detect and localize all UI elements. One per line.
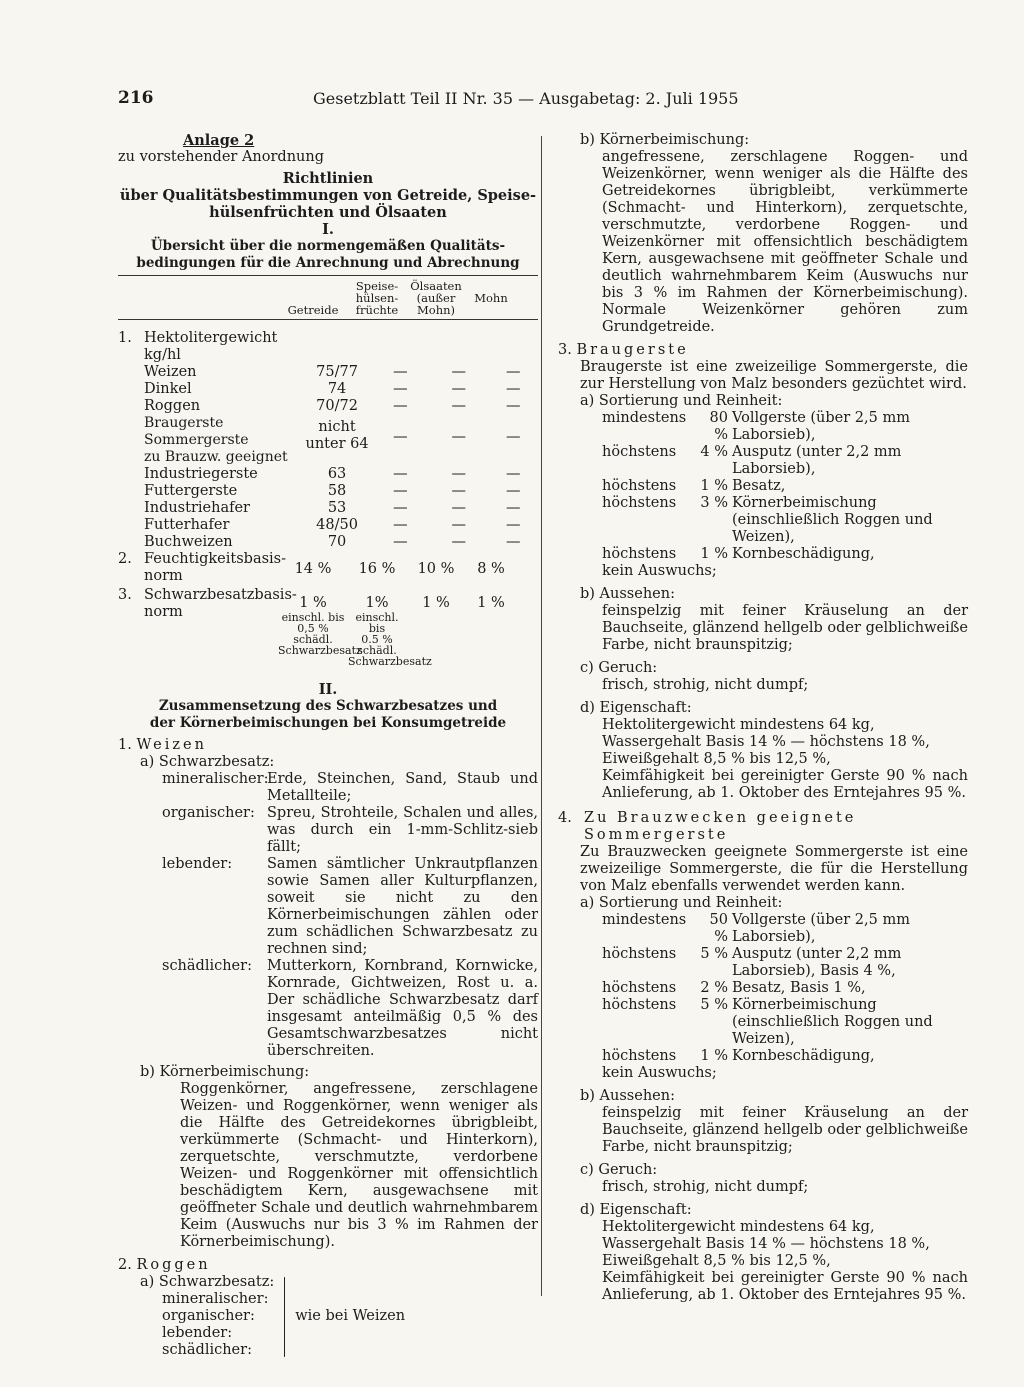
braugerste-heading — [558, 342, 968, 359]
cell-value: 70 — [327, 534, 347, 550]
cell-value: unter 64 — [305, 436, 369, 452]
table-row — [118, 517, 538, 534]
quality-bound: höchstens — [602, 946, 677, 962]
list-item: schädlicher: — [162, 1342, 252, 1358]
cell-value: 14 % — [294, 561, 332, 577]
cell-value: — — [393, 534, 408, 550]
roggen-block — [118, 1274, 538, 1359]
cell-value: — — [451, 364, 467, 380]
cell-value: — — [451, 483, 467, 499]
cell-value: — — [451, 398, 467, 414]
cell-note: einschl. bis — [281, 611, 345, 624]
cell-value: — — [506, 534, 521, 550]
quality-percent: 5 % — [700, 946, 728, 962]
quality-percent: 80 % — [709, 410, 728, 443]
subitem-heading: a) Sortierung und Reinheit: — [580, 393, 783, 409]
doc-title: Richtlinien — [282, 170, 374, 187]
quality-text: Kornbeschädigung, — [732, 546, 875, 562]
item-title: Zu Brauzwecken geeignete Sommergerste — [584, 810, 857, 843]
list-item: organischer: — [162, 1308, 255, 1324]
quality-item — [602, 980, 968, 997]
quality-bound: mindestens — [602, 410, 687, 426]
section-title-line2: bedingungen für die Anrechnung und Abrechnung — [136, 255, 520, 271]
cell-value: — — [451, 517, 467, 533]
anlage-subtitle: zu vorstehender Anordnung — [118, 149, 325, 165]
cell-value: — — [451, 381, 467, 397]
section-title-line2: der Körnerbeimischungen bei Konsumgetreide — [149, 715, 507, 731]
definition-text: Mutterkorn, Kornbrand, Kornwicke, Kornrade, Gichtweizen, Rost u. a. Der schädliche Schwarzbesatz darf insgesamt anteilmäßig 0,5 % des Gesamtschwarzbesatzes nicht überschreiten. — [267, 958, 538, 1059]
quality-percent: 1 % — [700, 478, 728, 494]
line: Wassergehalt Basis 14 % — höchstens 18 %, — [602, 1236, 930, 1252]
quality-bound: höchstens — [602, 546, 677, 562]
cell-value: — — [506, 500, 521, 516]
definition-item — [162, 958, 538, 1060]
section-title: Übersicht über die normengemäßen Qualitäts- — [150, 238, 506, 254]
cell-value: — — [451, 429, 467, 445]
cell-note: einschl. bis — [355, 611, 399, 635]
col-speise: Speise- hülsen- früchte — [355, 279, 399, 317]
line: Wassergehalt Basis 14 % — höchstens 18 %, — [602, 734, 930, 750]
quality-item — [602, 495, 968, 546]
cell-value: — — [506, 483, 521, 499]
anlage-heading: Anlage 2 — [183, 132, 255, 149]
row-label: Futtergerste — [144, 483, 238, 499]
quality-text: Körnerbeimischung (einschließlich Roggen und Weizen), — [732, 997, 933, 1047]
col-mohn: Mohn — [474, 291, 508, 305]
quality-text: Ausputz (unter 2,2 mm Laborsieb), Basis 4 %, — [732, 946, 902, 979]
quality-bound: höchstens — [602, 980, 677, 996]
definition-text: Spreu, Strohteile, Schalen und alles, was durch ein 1-mm-Schlitz-sieb fällt; — [267, 805, 538, 855]
definition-item — [162, 856, 538, 958]
quality-text: Körnerbeimischung (einschließlich Roggen und Weizen), — [732, 495, 933, 545]
cell-note: 0,5 % schädl. — [293, 622, 333, 646]
paragraph: Braugerste ist eine zweizeilige Sommergerste, die zur Herstellung von Malz besonders gezüchtet wird. — [580, 359, 968, 392]
definition-term: organischer: — [162, 805, 255, 821]
cell-note: 0.5 % schädl. — [357, 633, 397, 657]
row-label: Weizen — [144, 364, 197, 380]
quality-text: Ausputz (unter 2,2 mm Laborsieb), — [732, 444, 902, 477]
definition-item — [162, 805, 538, 856]
table-top-rule — [118, 275, 538, 276]
subitem-heading: b) Aussehen: — [580, 1088, 675, 1104]
cell-value: — — [506, 364, 521, 380]
quality-bound: höchstens — [602, 1048, 677, 1064]
cell-value: nicht — [318, 419, 356, 435]
running-head: Gesetzblatt Teil II Nr. 35 — Ausgabetag: 2. Juli 1955 — [313, 89, 739, 108]
cell-note: Schwarzbesatz — [278, 644, 362, 657]
quality-percent: 5 % — [700, 997, 728, 1013]
row-label: Hektolitergewicht — [144, 330, 278, 346]
paragraph: feinspelzig mit feiner Kräuselung an der Bauchseite, glänzend hellgelb oder gelblichweiße Farbe, nicht braunspitzig; — [602, 1105, 968, 1155]
quality-percent: 2 % — [700, 980, 728, 996]
cell-value: — — [451, 534, 467, 550]
table-row — [118, 466, 538, 483]
quality-percent: 50 % — [709, 912, 728, 945]
row-unit: kg/hl — [144, 347, 181, 363]
cell-value: 16 % — [358, 561, 396, 577]
quality-list — [558, 912, 968, 1065]
table-row — [118, 364, 538, 381]
roggen-list — [140, 1291, 274, 1359]
definition-text: Erde, Steinchen, Sand, Staub und Metallteile; — [267, 771, 538, 804]
quality-percent: 1 % — [700, 546, 728, 562]
cell-value: 70/72 — [316, 398, 358, 414]
cell-value: — — [393, 429, 408, 445]
row-number: 2. — [118, 551, 132, 567]
table-row — [118, 534, 538, 551]
subitem-heading: c) Geruch: — [580, 1162, 658, 1178]
row-label: Sommergerste — [144, 432, 249, 448]
line: Eiweißgehalt 8,5 % bis 12,5 %, — [602, 1253, 831, 1269]
cell-value: — — [393, 398, 408, 414]
quality-item — [602, 546, 968, 563]
quality-item — [602, 478, 968, 495]
table-row — [118, 330, 538, 347]
cell-value: 74 — [327, 381, 347, 397]
quality-text: Vollgerste (über 2,5 mm Laborsieb), — [732, 410, 910, 443]
line: Keimfähigkeit bei gereinigter Gerste 90 % nach Anlieferung, ab 1. Oktober des Erntejahres 95 %. — [602, 1270, 968, 1303]
table-rows-grain — [118, 364, 538, 415]
row-number: 3. — [118, 587, 132, 603]
definition-text: Samen sämtlicher Unkrautpflanzen sowie Samen aller Kulturpflanzen, soweit sie nicht zu den Körnerbeimischungen zählen oder zum schädlichen Schwarzbesatz zu rechnen sind; — [267, 856, 538, 957]
column-divider — [541, 136, 542, 1296]
item-title: Roggen — [136, 1257, 211, 1273]
paragraph: feinspelzig mit feiner Kräuselung an der Bauchseite, glänzend hellgelb oder gelblichweiße Farbe, nicht braunspitzig; — [602, 603, 968, 653]
line: Hektolitergewicht mindestens 64 kg, — [602, 1219, 875, 1235]
row-label: norm — [144, 568, 183, 584]
row-label: zu Brauzw. geeignet — [144, 449, 288, 465]
subitem-heading: a) Schwarzbesatz: — [140, 754, 275, 770]
quality-bound: höchstens — [602, 478, 677, 494]
subitem-heading: c) Geruch: — [580, 660, 658, 676]
quality-bound: höchstens — [602, 997, 677, 1013]
section-number: I. — [322, 221, 334, 238]
quality-text: Kornbeschädigung, — [732, 1048, 875, 1064]
cell-value: 53 — [327, 500, 347, 516]
quality-text: Besatz, Basis 1 %, — [732, 980, 866, 996]
row-label: Futterhafer — [144, 517, 230, 533]
list-item: mineralischer: — [162, 1291, 269, 1307]
row-label: Buchweizen — [144, 534, 233, 550]
cell-value: — — [451, 466, 467, 482]
right-column — [558, 132, 968, 1304]
row-label: norm — [144, 604, 183, 620]
roggen-heading — [118, 1257, 538, 1274]
line: Keimfähigkeit bei gereinigter Gerste 90 % nach Anlieferung, ab 1. Oktober des Erntejahres 95 %. — [602, 768, 968, 801]
subitem-heading: b) Aussehen: — [580, 586, 675, 602]
quality-bound: höchstens — [602, 444, 677, 460]
subitem-heading: d) Eigenschaft: — [580, 700, 692, 716]
definition-term: mineralischer: — [162, 771, 269, 787]
table-header-rule — [118, 319, 538, 320]
table-row-braugerste — [118, 415, 538, 466]
table-row — [118, 398, 538, 415]
definition-term: lebender: — [162, 856, 233, 872]
doc-title-line3: hülsenfrüchten und Ölsaaten — [209, 204, 447, 221]
cell-value: — — [393, 483, 408, 499]
cell-value: 1 % — [422, 595, 450, 611]
cell-value: — — [506, 466, 521, 482]
cell-value: 75/77 — [316, 364, 358, 380]
subitem-heading: a) Schwarzbesatz: — [140, 1274, 275, 1290]
cell-value: — — [393, 500, 408, 516]
row-label: Dinkel — [144, 381, 192, 397]
item-number: 2. — [118, 1257, 132, 1273]
row-label: Schwarzbesatzbasis- — [144, 587, 297, 603]
col-oelsaaten: Ölsaaten (außer Mohn) — [410, 279, 462, 317]
cell-value: 1% — [365, 595, 389, 611]
subitem-heading: b) Körnerbeimischung: — [140, 1064, 310, 1080]
page-number: 216 — [118, 88, 154, 108]
subitem-heading: d) Eigenschaft: — [580, 1202, 692, 1218]
table-row — [118, 483, 538, 500]
quality-item — [602, 1048, 968, 1065]
quality-percent: 1 % — [700, 1048, 728, 1064]
item-title: Weizen — [136, 737, 207, 753]
cell-value: — — [506, 398, 521, 414]
quality-item — [602, 912, 968, 946]
quality-text: Vollgerste (über 2,5 mm Laborsieb), — [732, 912, 910, 945]
quality-percent: 4 % — [700, 444, 728, 460]
definition-term: schädlicher: — [162, 958, 252, 974]
quality-list — [558, 410, 968, 563]
quality-bound: höchstens — [602, 495, 677, 511]
section-title: Zusammensetzung des Schwarzbesatzes und — [158, 698, 498, 714]
line: frisch, strohig, nicht dumpf; — [602, 1179, 809, 1195]
quality-item — [602, 444, 968, 478]
subitem-heading: a) Sortierung und Reinheit: — [580, 895, 783, 911]
line: frisch, strohig, nicht dumpf; — [602, 677, 809, 693]
table-row-feuchtigkeit — [118, 551, 538, 585]
line: kein Auswuchs; — [602, 563, 717, 579]
col-getreide: Getreide — [287, 303, 339, 317]
cell-value: 58 — [327, 483, 347, 499]
cell-value: 48/50 — [316, 517, 358, 533]
sommergerste-heading — [558, 810, 968, 844]
section-number: II. — [318, 681, 338, 698]
list-item: lebender: — [162, 1325, 233, 1341]
cell-value: — — [451, 500, 467, 516]
table-header — [118, 280, 538, 316]
cell-note: Schwarzbesatz — [348, 655, 432, 668]
quality-percent: 3 % — [700, 495, 728, 511]
row-label: Roggen — [144, 398, 201, 414]
quality-item — [602, 997, 968, 1048]
table-row — [118, 381, 538, 398]
paragraph: angefressene, zerschlagene Roggen- und Weizenkörner, wenn weniger als die Hälfte des Getreidekornes übrigbleibt, verkümmerte (Schmacht- und Hinterkorn), zerquetschte, verschmutzte, verdorbene Roggen- und Weizenkörner mit offensichtlich beschädigtem Kern, ausgewachsene mit geöffneter Schale und deutlich wahrnehmbarem Keim (Auswuchs nur bis 3 % im Rahmen der Körnerbeimischung). Normale Weizenkörner gehören zum Grundgetreide. — [602, 149, 968, 335]
quality-item — [602, 410, 968, 444]
paragraph: Roggenkörner, angefressene, zerschlagene Weizen- und Roggenkörner, wenn weniger als die Hälfte des Getreidekornes übrigbleibt, verkümmerte (Schmacht- und Hinterkorn), zerquetschte, verschmutzte, verdorbene Weizen- und Roggenkörner mit offensichtlich beschädigtem Kern, ausgewachsene mit geöffneter Schale und deutlich wahrnehmbarem Keim (Auswuchs nur bis 3 % im Rahmen der Körnerbeimischung). — [180, 1081, 538, 1250]
table-rows-grain-2 — [118, 466, 538, 551]
paragraph: Zu Brauzwecken geeignete Sommergerste ist eine zweizeilige Sommergerste, die für die Herstellung von Malz ebenfalls verwendet werden kann. — [580, 844, 968, 894]
cell-value: — — [393, 517, 408, 533]
line: kein Auswuchs; — [602, 1065, 717, 1081]
cell-value: 10 % — [417, 561, 455, 577]
quality-text: Besatz, — [732, 478, 786, 494]
row-label: Feuchtigkeitsbasis- — [144, 551, 287, 567]
table-row — [118, 500, 538, 517]
cell-value: — — [393, 364, 408, 380]
cell-value: — — [506, 381, 521, 397]
cell-value: 1 % — [477, 595, 505, 611]
quality-item — [602, 946, 968, 980]
quality-bound: mindestens — [602, 912, 687, 928]
table-row-schwarzbesatz — [118, 587, 538, 667]
row-number: 1. — [118, 330, 132, 346]
cell-value: 63 — [327, 466, 347, 482]
cell-value: — — [393, 381, 408, 397]
item-number: 4. — [558, 810, 572, 826]
row-label: Industriehafer — [144, 500, 250, 516]
item-number: 1. — [118, 737, 132, 753]
weizen-heading — [118, 737, 538, 754]
left-column — [118, 132, 538, 1359]
line: Hektolitergewicht mindestens 64 kg, — [602, 717, 875, 733]
subitem-heading: b) Körnerbeimischung: — [580, 132, 750, 148]
definition-item — [162, 771, 538, 805]
table-row — [118, 347, 538, 364]
page-header — [118, 90, 758, 114]
same-as-weizen: wie bei Weizen — [295, 1308, 406, 1324]
cell-value: — — [506, 429, 521, 445]
row-label: Braugerste — [144, 415, 224, 431]
item-title: Braugerste — [576, 342, 689, 358]
row-label: Industriegerste — [144, 466, 258, 482]
cell-value: 1 % — [299, 595, 327, 611]
item-number: 3. — [558, 342, 572, 358]
cell-value: 8 % — [477, 561, 505, 577]
cell-value: — — [506, 517, 521, 533]
brace — [284, 1277, 285, 1357]
cell-value: — — [393, 466, 408, 482]
line: Eiweißgehalt 8,5 % bis 12,5 %, — [602, 751, 831, 767]
definition-list — [118, 771, 538, 1060]
doc-title-line2: über Qualitätsbestimmungen von Getreide, Speise- — [119, 187, 537, 204]
